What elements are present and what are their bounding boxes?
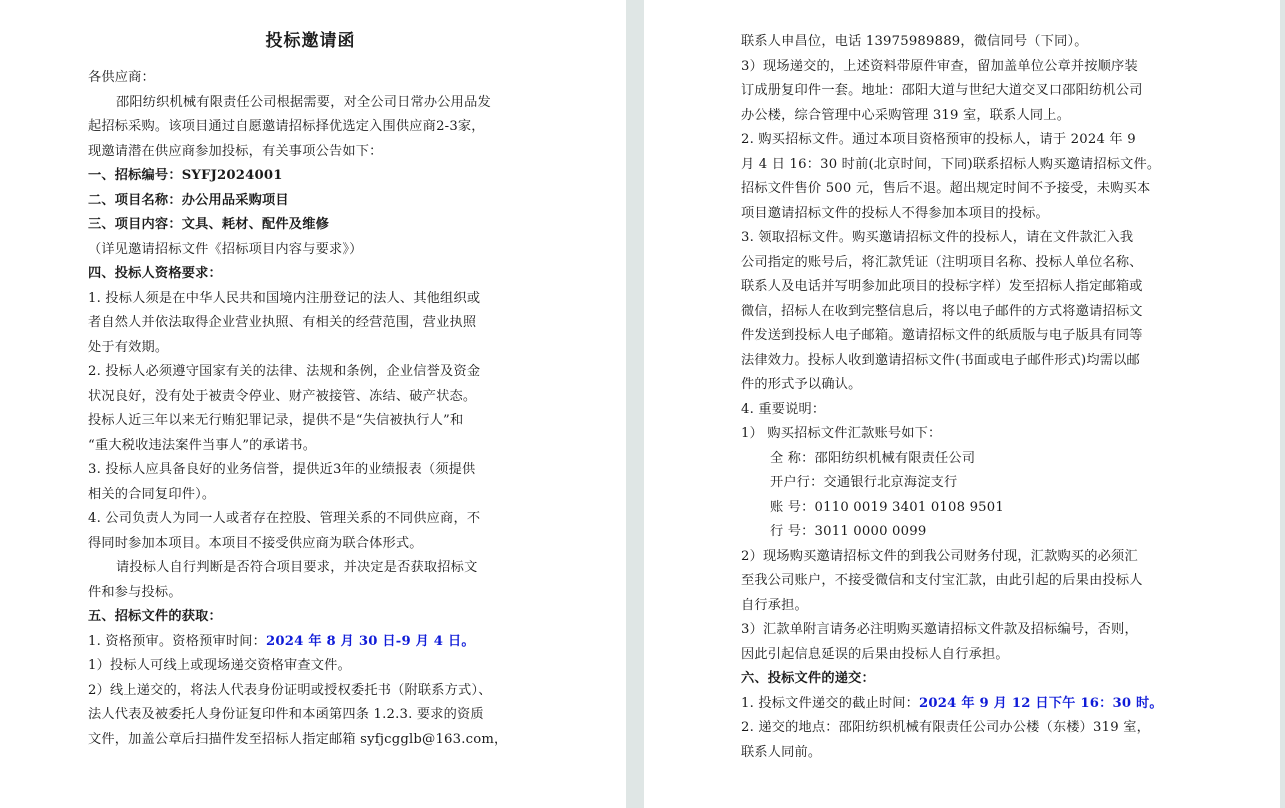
judge-line: 请投标人自行判断是否符合项目要求，并决定是否获取招标文 [116, 560, 478, 575]
document-page-left [0, 0, 626, 808]
important-note-heading: 4. 重要说明： [741, 401, 826, 417]
section-project-name: 二、项目名称：办公用品采购项目 [88, 192, 289, 208]
remittance-note-line: 因此引起信息延误的后果由投标人自行承担。 [741, 646, 1009, 662]
online-submit-line: 文件，加盖公章后扫描件发至招标人指定邮箱 syfjcgglb@163.com， [88, 731, 508, 747]
page-edge [1280, 0, 1285, 808]
onsite-submit-line: 办公楼，综合管理中心采购管理 319 室，联系人同上。 [741, 107, 1071, 123]
qualification-line: 处于有效期。 [88, 339, 169, 355]
account-name: 全 称：邵阳纺织机械有限责任公司 [770, 450, 976, 466]
qualification-line: 者自然人并依法取得企业营业执照、有相关的经营范围，营业执照 [88, 315, 477, 330]
qualification-line: 得同时参加本项目。本项目不接受供应商为联合体形式。 [88, 535, 423, 551]
page-right-content [741, 30, 1186, 765]
purchase-line: 2. 购买招标文件。通过本项目资格预审的投标人，请于 2024 年 9 [741, 132, 1136, 147]
deadline-label: 1. 投标文件递交的截止时间： [741, 695, 920, 711]
collect-line: 公司指定的账号后，将汇款凭证（注明项目名称、投标人单位名称、 [741, 254, 1143, 270]
qualification-line: 投标人近三年以来无行贿犯罪记录，提供不是“失信被执行人”和 [88, 413, 464, 428]
section-qualification-heading: 四、投标人资格要求： [88, 266, 222, 281]
deadline-date: 2024 年 9 月 12 日下午 16：30 时。 [919, 695, 1163, 711]
judge-line: 件和参与投标。 [88, 584, 182, 600]
account-bank: 开户行：交通银行北京海淀支行 [770, 475, 958, 490]
qualification-line: 状况良好，没有处于被责令停业、财产被接管、冻结、破产状态。 [88, 388, 477, 404]
deadline-line [741, 692, 1186, 717]
page-gap [626, 0, 644, 808]
submit-location-line: 2. 递交的地点：邵阳纺织机械有限责任公司办公楼（东楼）319 室， [741, 720, 1150, 735]
collect-line: 联系人及电话并写明参加此项目的投标字样）发至招标人指定邮箱或 [741, 279, 1143, 294]
qualification-line: 2. 投标人必须遵守国家有关的法律、法规和条例，企业信誉及资金 [88, 364, 481, 379]
qualification-line: “重大税收违法案件当事人”的承诺书。 [88, 437, 317, 453]
payment-note-line: 2）现场购买邀请招标文件的到我公司财务付现，汇款购买的必须汇 [741, 548, 1138, 564]
online-submit-line: 法人代表及被委托人身份证复印件和本函第四条 1.2.3. 要求的资质 [88, 707, 484, 722]
collect-line: 件发送到投标人电子邮箱。邀请招标文件的纸质版与电子版具有同等 [741, 328, 1143, 343]
qualification-line: 相关的合同复印件）。 [88, 486, 216, 502]
document-page-right [644, 0, 1280, 808]
project-content-note: （详见邀请招标文件《招标项目内容与要求》） [88, 241, 363, 257]
onsite-submit-line: 3）现场递交的，上述资料带原件审查，留加盖单位公章并按顺序装 [741, 58, 1138, 74]
intro-line: 现邀请潜在供应商参加投标，有关事项公告如下： [88, 143, 383, 159]
payment-note-line: 至我公司账户，不接受微信和支付宝汇款，由此引起的后果由投标人 [741, 573, 1143, 588]
collect-line: 法律效力。投标人收到邀请招标文件(书面或电子邮件形式)均需以邮 [741, 352, 1140, 368]
purchase-line: 招标文件售价 500 元，售后不退。超出规定时间不予接受，未购买本 [741, 181, 1151, 196]
intro-line: 起招标采购。该项目通过自愿邀请招标择优选定入围供应商2-3家， [88, 119, 485, 134]
account-number: 账 号：0110 0019 3401 0108 9501 [770, 499, 1004, 515]
remittance-note-line: 3）汇款单附言请务必注明购买邀请招标文件款及招标编号，否则， [741, 622, 1138, 637]
section-bid-number: 一、招标编号：SYFJ2024001 [88, 168, 283, 183]
qualification-line: 4. 公司负责人为同一人或者存在控股、管理关系的不同供应商，不 [88, 511, 481, 526]
bank-code: 行 号：3011 0000 0099 [770, 524, 927, 539]
qualification-line: 3. 投标人应具备良好的业务信誉，提供近3年的业绩报表（须提供 [88, 462, 476, 477]
prequal-submit: 1）投标人可线上或现场递交资格审查文件。 [88, 658, 351, 673]
online-submit-line: 2）线上递交的，将法人代表身份证明或授权委托书（附联系方式）、 [88, 682, 492, 698]
section-submission-heading: 六、投标文件的递交： [741, 671, 875, 686]
salutation: 各供应商： [88, 70, 155, 85]
contact-line: 联系人申昌位，电话 13975989889，微信同号（下同）。 [741, 34, 1088, 49]
payment-note-line: 自行承担。 [741, 597, 808, 613]
onsite-submit-line: 订成册复印件一套。地址：邵阳大道与世纪大道交叉口邵阳纺机公司 [741, 83, 1143, 98]
prequal-date: 2024 年 8 月 30 日-9 月 4 日。 [266, 633, 475, 649]
account-intro: 1） 购买招标文件汇款账号如下： [741, 426, 942, 441]
section-project-content: 三、项目内容：文具、耗材、配件及维修 [88, 217, 329, 232]
collect-line: 微信，招标人在收到完整信息后，将以电子邮件的方式将邀请招标文 [741, 303, 1143, 319]
prequal-time [88, 630, 533, 655]
document-title: 投标邀请函 [265, 31, 356, 51]
qualification-line: 1. 投标人须是在中华人民共和国境内注册登记的法人、其他组织或 [88, 290, 481, 306]
collect-line: 3. 领取招标文件。购买邀请招标文件的投标人，请在文件款汇入我 [741, 230, 1134, 245]
page-left-content [88, 22, 533, 752]
intro-line: 邵阳纺织机械有限责任公司根据需要，对全公司日常办公用品发 [116, 94, 491, 110]
submit-location-line: 联系人同前。 [741, 744, 822, 760]
purchase-line: 月 4 日 16：30 时前(北京时间，下同)联系招标人购买邀请招标文件。 [741, 156, 1161, 172]
section-obtain-heading: 五、招标文件的获取： [88, 609, 222, 624]
prequal-label: 1. 资格预审。资格预审时间： [88, 633, 267, 649]
collect-line: 件的形式予以确认。 [741, 377, 862, 392]
purchase-line: 项目邀请招标文件的投标人不得参加本项目的投标。 [741, 205, 1049, 221]
